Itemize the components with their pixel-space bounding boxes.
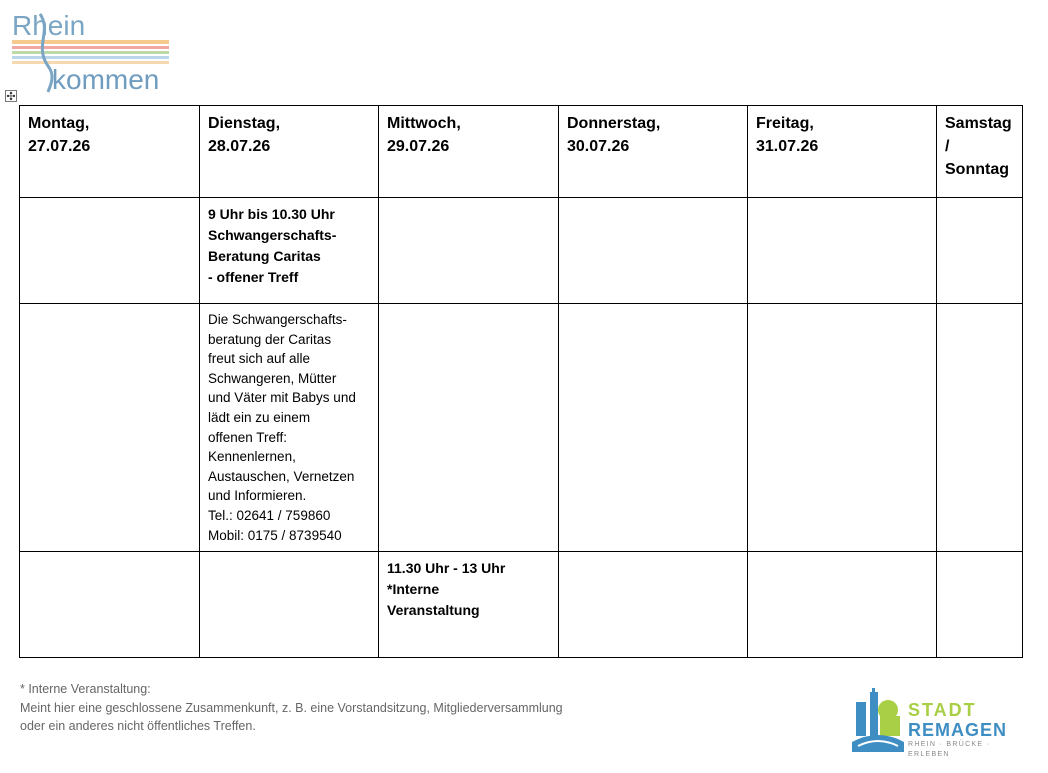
cell-empty	[559, 304, 748, 552]
event-tuesday-description: Die Schwangerschafts- beratung der Caritas freut sich auf alle Schwangeren, Mütter und Väter mit Babys und lädt ein zu einem offenen Treff: Kennenlernen, Austauschen, Vernetzen und Informieren. Tel.: 02641 / 759860 Mobil: 0175 / 8739540	[200, 304, 379, 552]
cell-empty	[559, 552, 748, 658]
header-tuesday: Dienstag, 28.07.26	[200, 106, 379, 198]
header-row	[20, 106, 1023, 198]
table-row	[20, 552, 1023, 658]
cell-empty	[937, 552, 1023, 658]
footnote-line: * Interne Veranstaltung:	[20, 682, 151, 696]
header-weekend: Samstag / Sonntag	[937, 106, 1023, 198]
header-friday: Freitag, 31.07.26	[748, 106, 937, 198]
stadt-remagen-logo	[852, 686, 1022, 756]
header-thursday: Donnerstag, 30.07.26	[559, 106, 748, 198]
table-move-handle-icon[interactable]: ✣	[6, 90, 16, 103]
cell-empty	[379, 304, 559, 552]
cell-empty	[379, 198, 559, 304]
cell-empty	[937, 198, 1023, 304]
cell-empty	[559, 198, 748, 304]
cell-empty	[20, 304, 200, 552]
cell-empty	[748, 198, 937, 304]
rhein-kommen-logo	[12, 6, 172, 98]
logo-tagline: RHEIN · BRÜCKE · ERLEBEN	[908, 741, 991, 758]
logo-remagen: REMAGEN	[908, 720, 1008, 740]
event-wednesday-title: 11.30 Uhr - 13 Uhr *Interne Veranstaltung	[379, 552, 559, 658]
cell-empty	[20, 198, 200, 304]
header-monday: Montag, 27.07.26	[20, 106, 200, 198]
footnote-line: oder ein anderes nicht öffentliches Treffen.	[20, 719, 256, 733]
logo-word-kommen: kommen	[52, 64, 160, 95]
logo-word-rhein: Rhein	[12, 10, 86, 41]
cell-empty	[20, 552, 200, 658]
cell-empty	[748, 304, 937, 552]
weekly-schedule-table	[19, 105, 1023, 658]
cell-empty	[937, 304, 1023, 552]
remagen-bridge-icon	[852, 686, 904, 754]
cell-empty	[748, 552, 937, 658]
table-row	[20, 198, 1023, 304]
header-wednesday: Mittwoch, 29.07.26	[379, 106, 559, 198]
table-row	[20, 304, 1023, 552]
cell-empty	[200, 552, 379, 658]
logo-stadt: STADT	[908, 700, 977, 720]
footnote-line: Meint hier eine geschlossene Zusammenkunft, z. B. eine Vorstandsitzung, Mitgliederversammlung	[20, 700, 563, 715]
event-tuesday-title: 9 Uhr bis 10.30 Uhr Schwangerschafts- Beratung Caritas - offener Treff	[200, 198, 379, 304]
footnote	[20, 680, 563, 736]
